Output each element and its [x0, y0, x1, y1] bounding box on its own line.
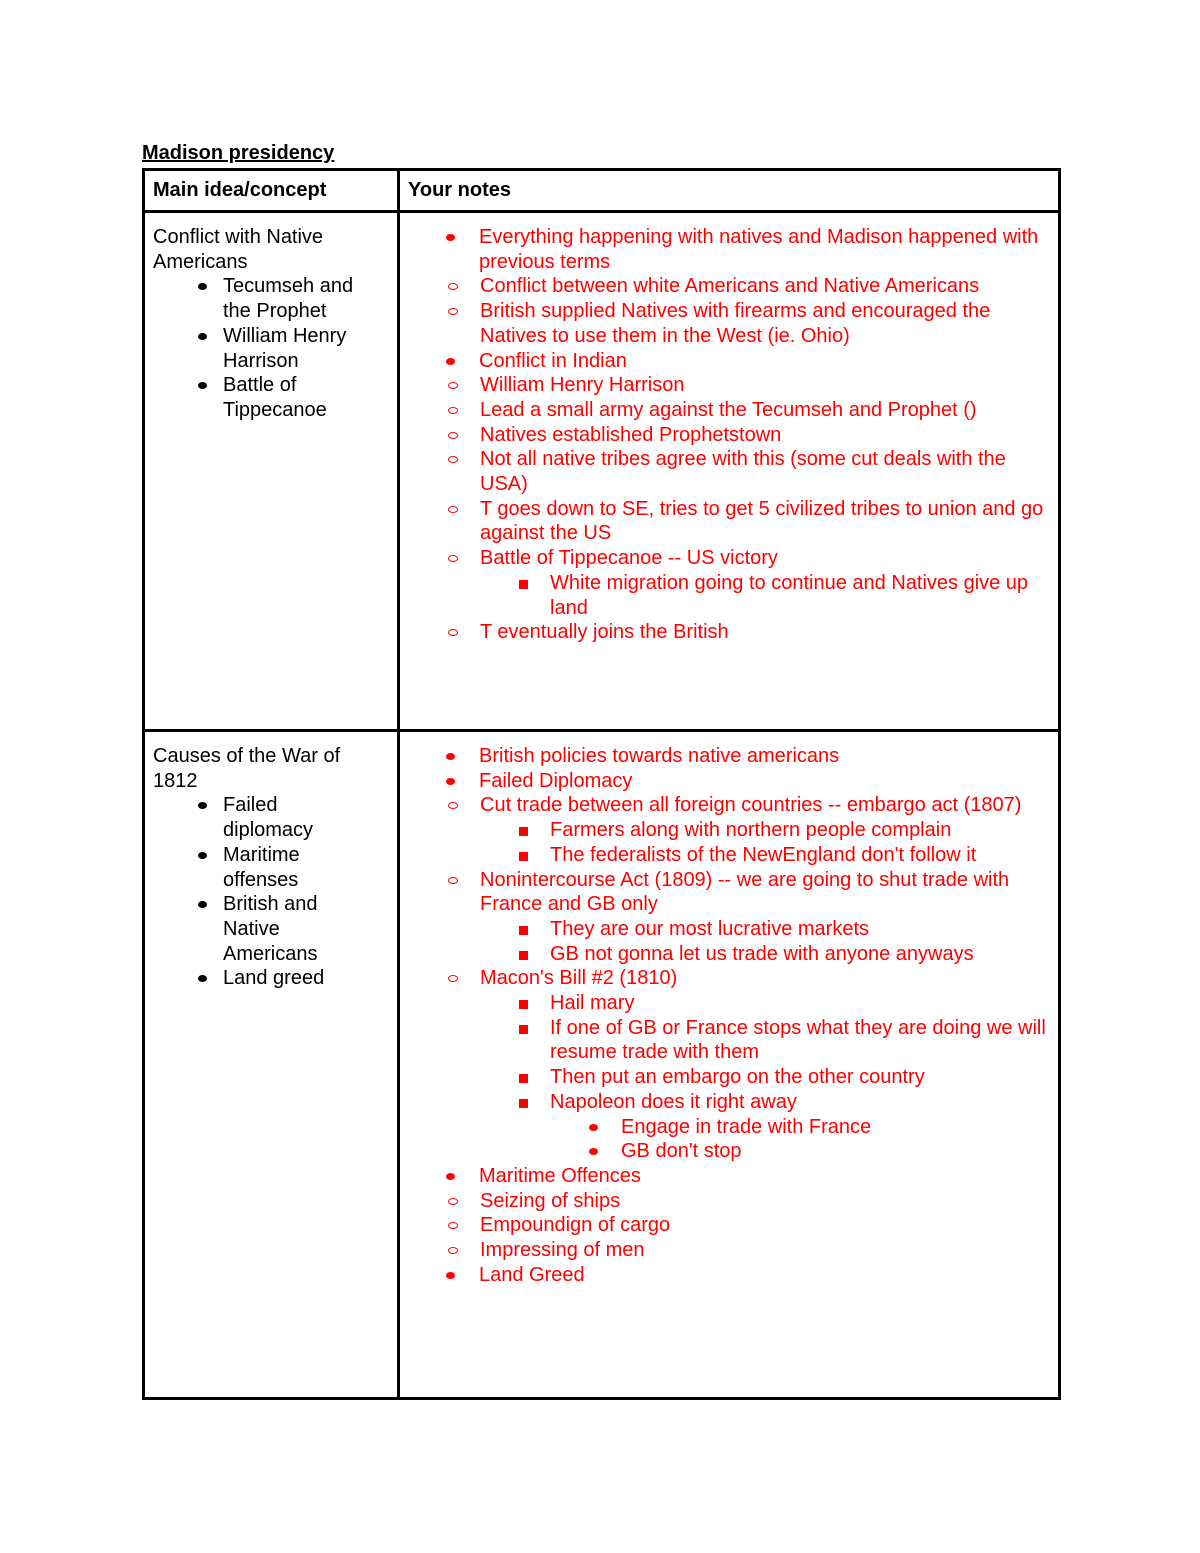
notes-sublist	[479, 373, 1048, 645]
list-item	[153, 793, 363, 842]
list-item	[409, 373, 1048, 398]
note-text: They are our most lucrative markets	[550, 917, 869, 940]
notes-list	[408, 744, 1048, 1287]
list-item	[409, 1213, 1048, 1238]
square-bullet-icon	[519, 1074, 528, 1083]
notes-sublist	[550, 818, 1048, 867]
table-row	[144, 731, 1060, 1399]
notes-cell	[399, 212, 1060, 731]
circle-bullet-icon	[448, 407, 458, 414]
circle-bullet-icon	[448, 975, 458, 982]
notes-sublist	[550, 917, 1048, 966]
list-item	[409, 1238, 1048, 1263]
header-row	[144, 170, 1060, 212]
list-item	[480, 1090, 1048, 1164]
list-item	[409, 447, 1048, 496]
note-text: Hail mary	[550, 992, 635, 1015]
circle-bullet-icon	[448, 382, 458, 389]
circle-bullet-icon	[448, 456, 458, 463]
list-item-text: Tecumseh and the Prophet	[223, 275, 354, 323]
list-item	[153, 324, 363, 373]
note-text: Then put an embargo on the other country	[550, 1066, 925, 1089]
bullet-icon	[446, 1272, 455, 1279]
notes-list	[408, 225, 1048, 645]
bullet-icon	[198, 333, 207, 340]
notes-sublist	[479, 1189, 1048, 1263]
list-item-text: Land greed	[223, 967, 325, 990]
list-item	[409, 868, 1048, 967]
list-item	[480, 843, 1048, 868]
note-text: Land Greed	[479, 1263, 585, 1286]
list-item	[480, 942, 1048, 967]
note-text: Everything happening with natives and Madison happened with previous terms	[479, 226, 1039, 273]
list-item	[153, 373, 363, 422]
bullet-icon	[198, 852, 207, 859]
list-item	[409, 398, 1048, 423]
square-bullet-icon	[519, 926, 528, 935]
list-item-text: British and Native Americans	[223, 893, 318, 965]
square-bullet-icon	[519, 852, 528, 861]
list-item	[153, 843, 363, 892]
circle-bullet-icon	[448, 802, 458, 809]
list-item	[409, 546, 1048, 620]
main-idea-cell	[144, 731, 399, 1399]
note-text: Impressing of men	[480, 1239, 645, 1262]
note-text: Napoleon does it right away	[550, 1090, 797, 1113]
bullet-icon	[446, 234, 455, 241]
list-item-text: Battle of Tippecanoe	[223, 374, 327, 421]
list-item	[480, 991, 1048, 1016]
list-item	[409, 793, 1048, 867]
note-text: Empoundign of cargo	[480, 1214, 671, 1237]
notes-sublist	[479, 274, 1048, 348]
note-text: British policies towards native americans	[479, 745, 840, 767]
bullet-icon	[446, 753, 455, 760]
list-item	[408, 225, 1048, 349]
circle-bullet-icon	[448, 283, 458, 290]
note-text: GB don't stop	[621, 1140, 742, 1163]
bullet-icon	[198, 283, 207, 290]
note-text: Farmers along with northern people complain	[550, 819, 952, 842]
note-text: White migration going to continue and Natives give up land	[550, 571, 1029, 619]
square-bullet-icon	[519, 1000, 528, 1009]
list-item	[409, 423, 1048, 448]
note-text: Battle of Tippecanoe -- US victory	[480, 547, 778, 570]
bullet-icon	[198, 975, 207, 982]
square-bullet-icon	[519, 951, 528, 960]
list-item	[408, 1164, 1048, 1263]
note-text: Conflict between white Americans and Native Americans	[480, 275, 980, 298]
notes-sublist	[550, 991, 1048, 1164]
note-text: Maritime Offences	[479, 1164, 641, 1187]
list-item	[153, 966, 363, 991]
note-text: The federalists of the NewEngland don't follow it	[550, 843, 977, 866]
note-text: Nonintercourse Act (1809) -- we are going to shut trade with France and GB only	[480, 868, 1010, 916]
note-text: If one of GB or France stops what they are doing we will resume trade with them	[550, 1016, 1046, 1064]
list-item-text: Failed diplomacy	[223, 794, 314, 842]
list-item-text: William Henry Harrison	[223, 324, 347, 372]
subtopic-list	[153, 274, 363, 422]
notes-table	[142, 168, 1061, 1400]
circle-bullet-icon	[448, 629, 458, 636]
table-row	[144, 212, 1060, 731]
bullet-icon	[198, 901, 207, 908]
list-item	[480, 917, 1048, 942]
list-item	[408, 744, 1048, 769]
circle-bullet-icon	[448, 1247, 458, 1254]
circle-bullet-icon	[448, 1222, 458, 1229]
note-text: T eventually joins the British	[480, 621, 729, 644]
note-text: Lead a small army against the Tecumseh and Prophet ()	[480, 398, 977, 421]
note-text: William Henry Harrison	[480, 374, 685, 397]
bullet-icon	[446, 1173, 455, 1180]
topic-title: Causes of the War of 1812	[153, 745, 341, 792]
notes-sublist	[620, 1115, 1048, 1164]
note-text: British supplied Natives with firearms and encouraged the Natives to use them in the West (ie. Ohio)	[480, 300, 991, 347]
circle-bullet-icon	[448, 506, 458, 513]
list-item	[409, 497, 1048, 546]
document-title: Madison presidency	[142, 142, 335, 164]
square-bullet-icon	[519, 1025, 528, 1034]
note-text: Macon's Bill #2 (1810)	[480, 967, 678, 990]
topic-title: Conflict with Native Americans	[153, 226, 324, 273]
bullet-icon	[446, 778, 455, 785]
list-item	[480, 1016, 1048, 1065]
note-text: GB not gonna let us trade with anyone anyways	[550, 942, 974, 965]
list-item	[409, 966, 1048, 1164]
list-item-text: Maritime offenses	[223, 843, 300, 891]
list-item	[153, 274, 363, 323]
list-item	[409, 274, 1048, 299]
circle-bullet-icon	[448, 308, 458, 315]
list-item	[408, 349, 1048, 645]
list-item	[409, 299, 1048, 348]
list-item	[480, 571, 1048, 620]
circle-bullet-icon	[448, 1198, 458, 1205]
circle-bullet-icon	[448, 432, 458, 439]
list-item	[153, 892, 363, 966]
notes-sublist	[550, 571, 1048, 620]
note-text: Conflict in Indian	[479, 349, 627, 372]
list-item	[409, 620, 1048, 645]
main-idea-cell	[144, 212, 399, 731]
note-text: T goes down to SE, tries to get 5 civilized tribes to union and go against the US	[480, 497, 1044, 545]
bullet-icon	[446, 358, 455, 365]
list-item	[408, 769, 1048, 1164]
note-text: Cut trade between all foreign countries -- embargo act (1807)	[480, 794, 1022, 817]
header-main-idea: Main idea/concept	[144, 170, 399, 212]
notes-cell	[399, 731, 1060, 1399]
bullet-icon	[198, 802, 207, 809]
bullet-icon	[589, 1148, 598, 1155]
note-text: Engage in trade with France	[621, 1115, 872, 1138]
square-bullet-icon	[519, 580, 528, 589]
square-bullet-icon	[519, 827, 528, 836]
note-text: Seizing of ships	[480, 1189, 621, 1212]
list-item	[480, 818, 1048, 843]
notes-sublist	[479, 793, 1048, 1164]
list-item	[550, 1115, 1048, 1140]
subtopic-list	[153, 793, 363, 991]
circle-bullet-icon	[448, 555, 458, 562]
header-your-notes: Your notes	[399, 170, 1060, 212]
list-item	[480, 1065, 1048, 1090]
note-text: Natives established Prophetstown	[480, 423, 782, 446]
bullet-icon	[589, 1124, 598, 1131]
square-bullet-icon	[519, 1099, 528, 1108]
bullet-icon	[198, 382, 207, 389]
circle-bullet-icon	[448, 877, 458, 884]
note-text: Failed Diplomacy	[479, 769, 633, 792]
list-item	[409, 1189, 1048, 1214]
note-text: Not all native tribes agree with this (some cut deals with the USA)	[480, 448, 1006, 496]
list-item	[550, 1139, 1048, 1164]
list-item	[408, 1263, 1048, 1288]
